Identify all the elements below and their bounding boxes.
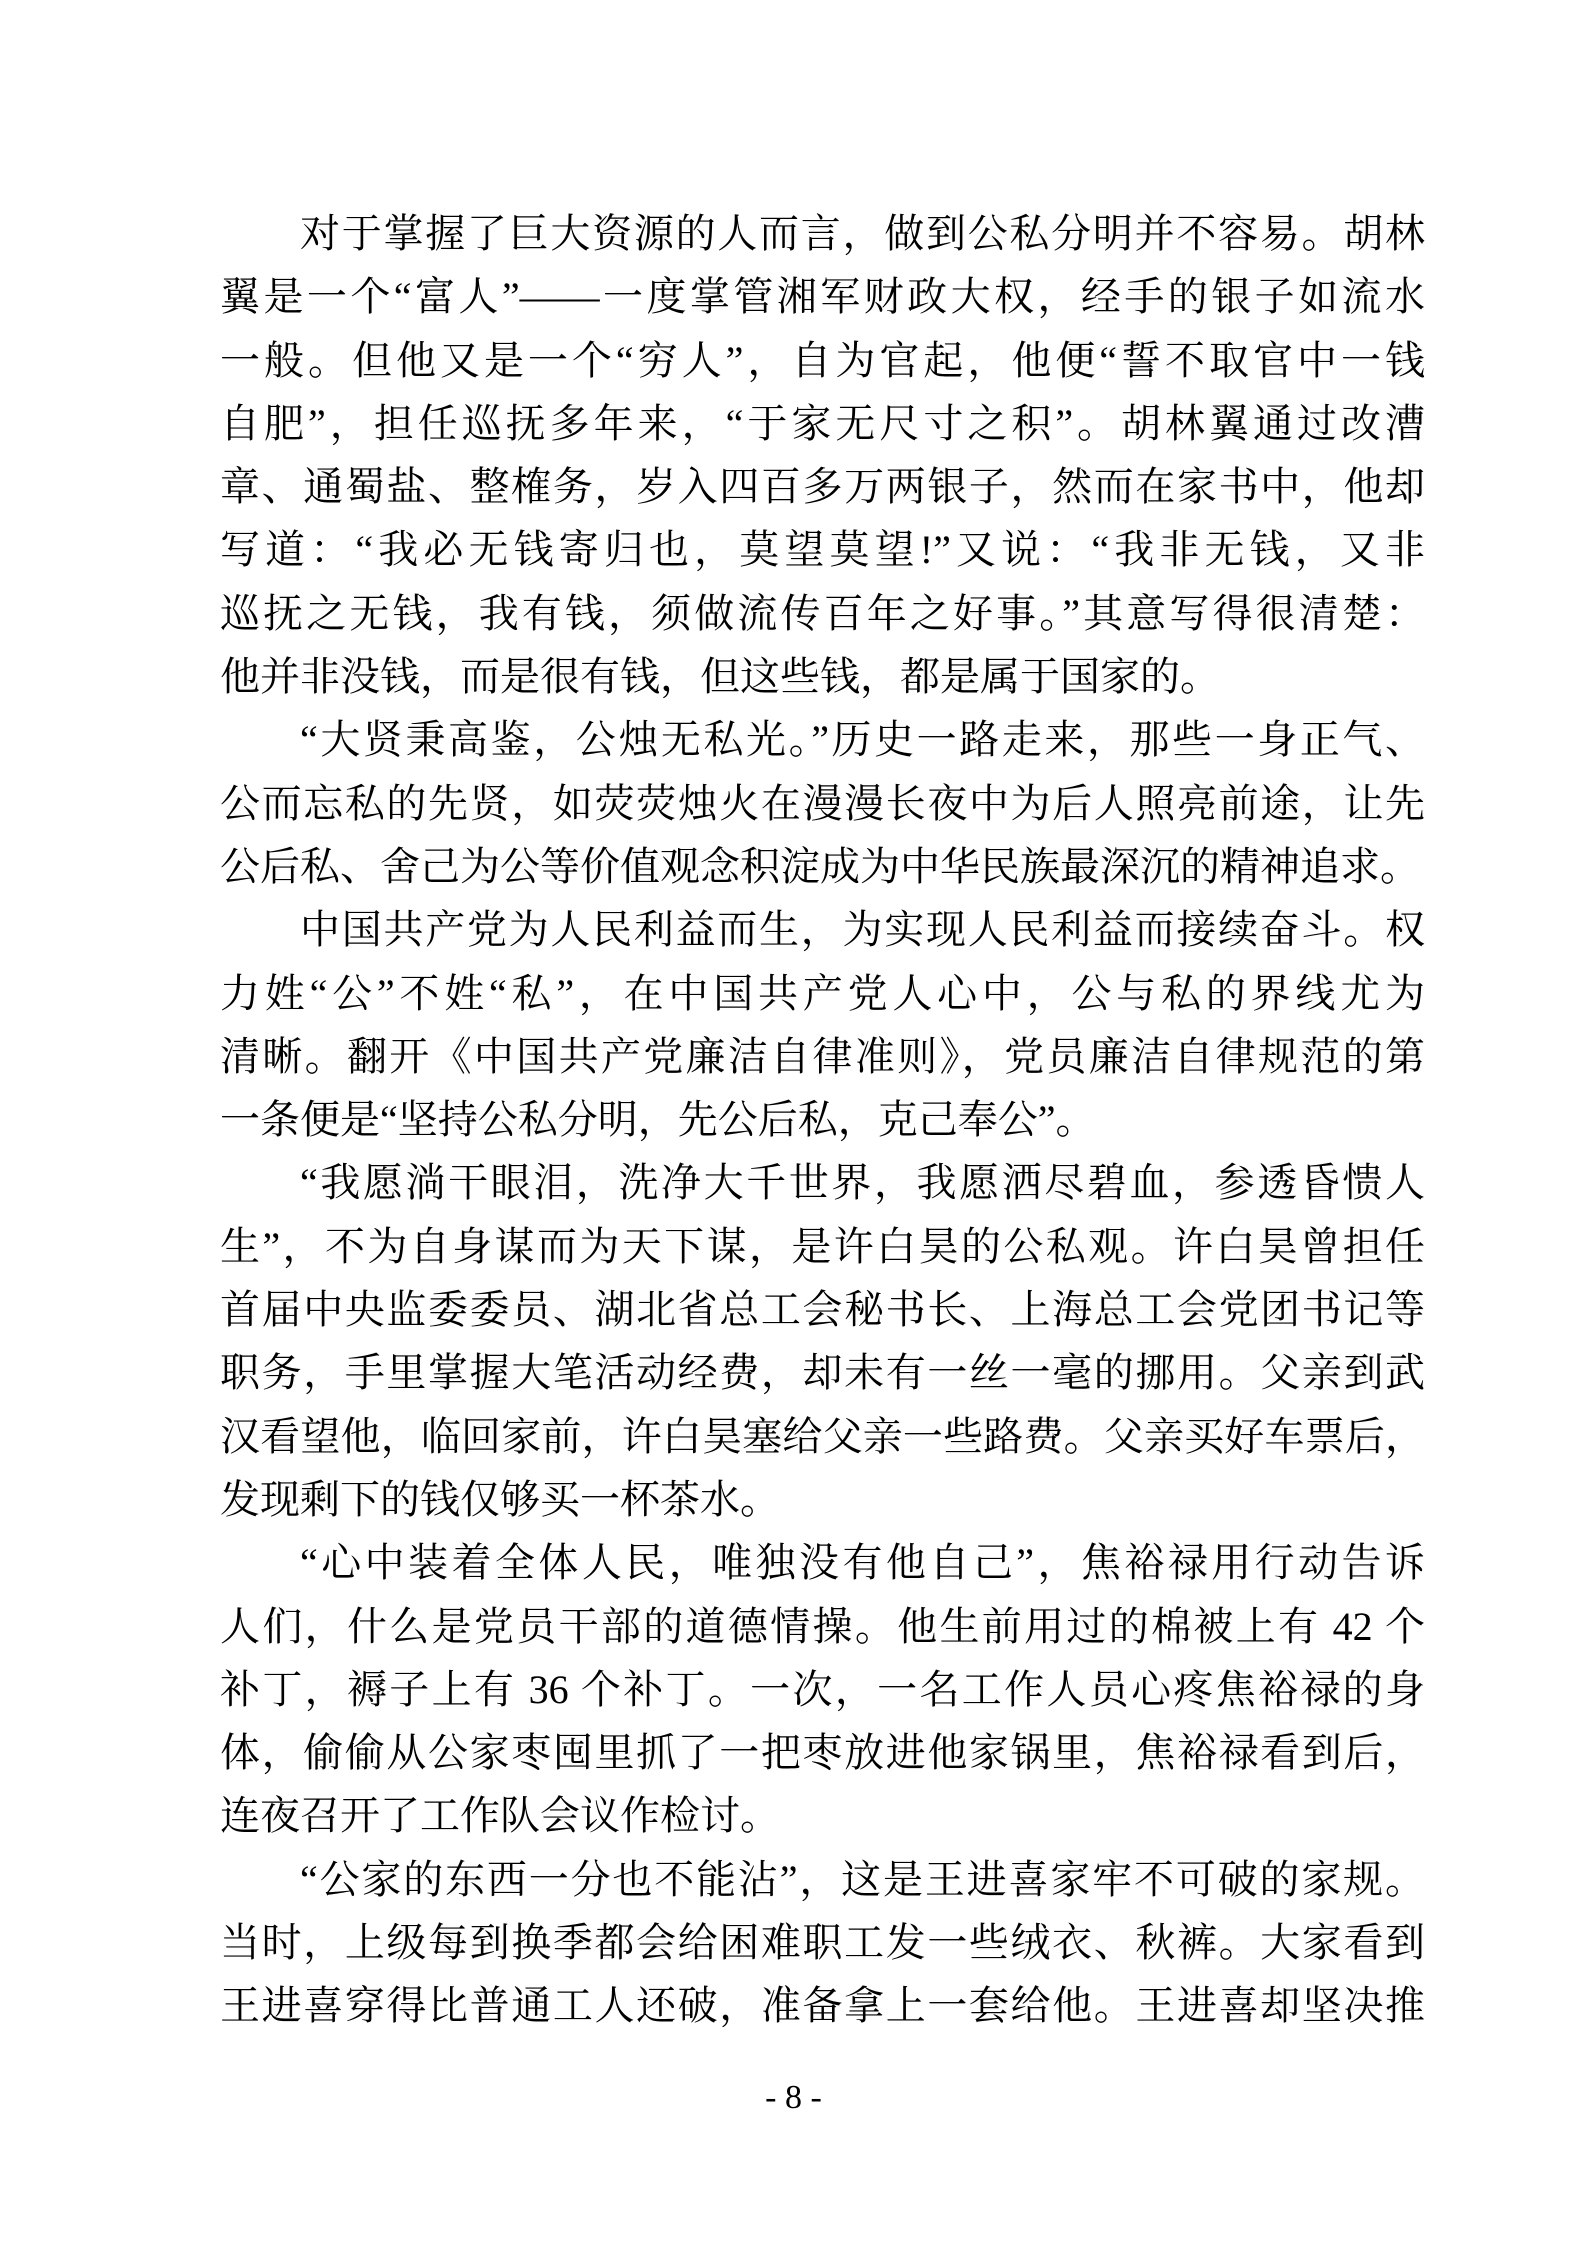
text-line: 生”，不为自身谋而为天下谋，是许白昊的公私观。许白昊曾担任 [220, 1223, 1425, 1269]
text-line: 力姓“公”不姓“私”，在中国共产党人心中，公与私的界线尤为 [220, 970, 1425, 1016]
text-line: “我愿淌干眼泪，洗净大千世界，我愿洒尽碧血，参透昏愦人 [300, 1160, 1425, 1206]
text-line: “心中装着全体人民，唯独没有他自己”，焦裕禄用行动告诉 [300, 1540, 1425, 1586]
body-text [220, 202, 1425, 2038]
text-line: 王进喜穿得比普通工人还破，准备拿上一套给他。王进喜却坚决推 [220, 1983, 1425, 2029]
text-line: 自肥”，担任巡抚多年来，“于家无尺寸之积”。胡林翼通过改漕 [220, 400, 1425, 446]
text-line: 人们，什么是党员干部的道德情操。他生前用过的棉被上有 42 个 [220, 1603, 1425, 1649]
text-line: 公而忘私的先贤，如荧荧烛火在漫漫长夜中为后人照亮前途，让先 [220, 780, 1425, 826]
text-line: 补丁，褥子上有 36 个补丁。一次，一名工作人员心疼焦裕禄的身 [220, 1666, 1425, 1712]
page-number: - 8 - [765, 2079, 822, 2116]
text-line: 发现剩下的钱仅够买一杯茶水。 [220, 1476, 780, 1522]
text-line: 汉看望他，临回家前，许白昊塞给父亲一些路费。父亲买好车票后， [220, 1413, 1425, 1459]
text-line: 清晰。翻开《中国共产党廉洁自律准则》，党员廉洁自律规范的第 [220, 1033, 1425, 1079]
text-line: 体，偷偷从公家枣囤里抓了一把枣放进他家锅里，焦裕禄看到后， [220, 1730, 1425, 1776]
text-line: 对于掌握了巨大资源的人而言，做到公私分明并不容易。胡林 [300, 211, 1425, 256]
text-line: 他并非没钱，而是很有钱，但这些钱，都是属于国家的。 [220, 654, 1220, 700]
text-line: 首届中央监委委员、湖北省总工会秘书长、上海总工会党团书记等 [220, 1287, 1425, 1333]
text-line: 一条便是“坚持公私分明，先公后私，克己奉公”。 [220, 1097, 1096, 1143]
text-line: 章、通蜀盐、整榷务，岁入四百多万两银子，然而在家书中，他却 [220, 464, 1425, 510]
text-line: 职务，手里掌握大笔活动经费，却未有一丝一毫的挪用。父亲到武 [220, 1350, 1425, 1396]
text-line: 写道：“我必无钱寄归也，莫望莫望!”又说：“我非无钱，又非 [220, 527, 1425, 573]
text-line: 翼是一个“富人”——一度掌管湘军财政大权，经手的银子如流水 [220, 274, 1425, 320]
text-line: 巡抚之无钱，我有钱，须做流传百年之好事。”其意写得很清楚： [220, 590, 1425, 636]
text-line: “公家的东西一分也不能沾”，这是王进喜家牢不可破的家规。 [300, 1856, 1425, 1902]
text-line: 公后私、舍己为公等价值观念积淀成为中华民族最深沉的精神追求。 [220, 843, 1420, 889]
text-line: 中国共产党为人民利益而生，为实现人民利益而接续奋斗。权 [300, 907, 1425, 953]
text-line: 连夜召开了工作队会议作检讨。 [220, 1793, 780, 1839]
text-line: 一般。但他又是一个“穷人”，自为官起，他便“誓不取官中一钱 [220, 337, 1425, 383]
text-line: 当时，上级每到换季都会给困难职工发一些绒衣、秋裤。大家看到 [220, 1920, 1425, 1966]
text-line: “大贤秉高鉴，公烛无私光。”历史一路走来，那些一身正气、 [300, 717, 1425, 763]
